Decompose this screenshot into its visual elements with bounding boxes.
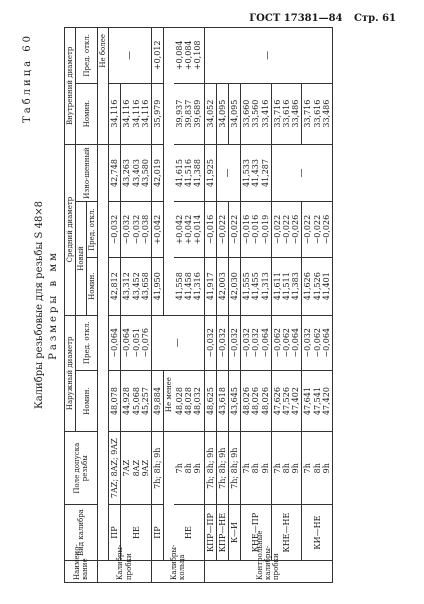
table-cell: НЕ	[174, 505, 204, 560]
table-cell: —	[151, 315, 204, 371]
table-cell: —	[109, 28, 152, 84]
page-number: Стр. 61	[353, 13, 396, 24]
col-inner-pred: Пред. откл.	[76, 28, 98, 84]
table-cell: 7AZ 8AZ 9AZ	[121, 432, 152, 505]
table-cell: 47,626 47,526 47,402	[271, 371, 302, 432]
table-cell: 42,812	[109, 257, 121, 315]
col-name: Наимено-вание	[65, 560, 98, 582]
table-number: Таблица 60	[22, 33, 33, 123]
page-header	[241, 13, 396, 24]
table-cell: 7h; 8h; 9h	[151, 432, 163, 505]
rotated-table-block	[22, 25, 402, 585]
table-cell: —	[204, 28, 332, 84]
table-cell: 41,555 41,455 41,313	[241, 257, 272, 315]
table-cell: 42,003	[216, 257, 228, 315]
table-cell: 43,645	[229, 371, 241, 432]
table-cell: −0,032	[216, 315, 228, 371]
table-cell: 42,748	[109, 144, 121, 202]
table-cell: КПР—ПР	[204, 505, 216, 560]
table-cell: 48,625	[204, 371, 216, 432]
gauge-table	[64, 27, 333, 583]
table-cell: 33,716 33,616 33,486	[271, 83, 302, 144]
table-cell: 42,019	[151, 144, 163, 202]
group-control: Контрольные калибры-пробки	[204, 560, 332, 582]
table-cell: 41,615 41,516 41,388	[174, 144, 204, 202]
table-cell: 48,026 48,026 48,026	[241, 371, 272, 432]
col-type: Вид калибра	[65, 505, 98, 560]
table-cell: 7h 8h 9h	[271, 432, 302, 505]
table-cell: 7h 8h 9h	[302, 432, 333, 505]
table-cell: 42,030	[229, 257, 241, 315]
table-cell: −0,064	[109, 315, 121, 371]
col-mid: Средний диаметр	[65, 144, 76, 315]
table-row	[216, 28, 228, 583]
table-cell: ПР	[151, 505, 163, 560]
table-cell: 34,095	[229, 83, 241, 144]
table-cell: 34,095	[216, 83, 228, 144]
table-cell: 41,626 41,526 41,401	[302, 257, 333, 315]
table-cell: −0,016 −0,016 −0,019	[241, 202, 272, 257]
table-cell: 7h 8h 9h	[241, 432, 272, 505]
col-inner-nom: Номин.	[76, 83, 98, 144]
table-cell: −0,032	[229, 315, 241, 371]
table-cell: —	[216, 144, 240, 202]
table-cell: 41,917	[204, 257, 216, 315]
table-title: Калибры резьбовые для резьбы S 48×8	[34, 200, 45, 410]
table-row	[271, 28, 302, 583]
table-cell: 41,925	[204, 144, 216, 202]
table-cell: 47,641 47,541 47,420	[302, 371, 333, 432]
table-cell: −0,032 −0,032 −0,038	[121, 202, 152, 257]
table-row	[302, 28, 333, 583]
table-cell: 34,052	[204, 83, 216, 144]
table-cell: 33,716 33,616 33,486	[302, 83, 333, 144]
table-cell: −0,032	[204, 315, 216, 371]
table-cell: КПР—НЕ	[216, 505, 228, 560]
table-cell: −0,064 −0,051 −0,076	[121, 315, 152, 371]
table-subtitle: Размеры в мм	[48, 250, 59, 360]
table-cell: 43,312 43,452 43,658	[121, 257, 152, 315]
table-cell: 49,884	[151, 371, 163, 432]
table-cell-empty	[98, 144, 109, 560]
table-cell: 39,937 39,837 39,689	[174, 83, 204, 144]
table-cell: 43,263 43,403 43,580	[121, 144, 152, 202]
table-cell: 41,950	[151, 257, 163, 315]
table-cell: −0,016	[204, 202, 216, 257]
table-cell: 35,979	[151, 83, 163, 144]
header-row-1	[65, 28, 76, 583]
col-mid-pred: Пред. откл.	[87, 202, 98, 257]
table-row	[174, 28, 204, 583]
table-cell: −0,062 −0,062 −0,064	[271, 315, 302, 371]
table-cell: 7h; 8h; 9h	[216, 432, 228, 505]
table-cell: 7h; 8h; 9h	[229, 432, 241, 505]
table-cell: +0,084 +0,084 +0,108	[174, 28, 204, 84]
table-cell: −0,032 −0,032 −0,064	[241, 315, 272, 371]
table-cell: 34,116 34,116 34,116	[121, 83, 152, 144]
table-cell: —	[271, 144, 332, 202]
table-row	[109, 28, 121, 583]
col-mid-worn: Изно-шенный	[76, 144, 98, 202]
table-cell: −0,032 −0,062 −0,064	[302, 315, 333, 371]
table-row	[121, 28, 152, 583]
table-cell: КНЕ—НЕ	[271, 505, 302, 560]
table-cell: 41,558 41,458 41,316	[174, 257, 204, 315]
table-cell: −0,032	[109, 202, 121, 257]
table-cell: 34,116	[109, 83, 121, 144]
col-mid-nom: Номин.	[87, 257, 98, 315]
table-cell: ПР	[109, 505, 121, 560]
not-less-note: Не менее	[164, 371, 175, 432]
table-cell: +0,042	[151, 202, 163, 257]
table-row	[164, 28, 175, 583]
table-cell: 48,078	[109, 371, 121, 432]
table-cell: +0,042 +0,042 +0,014	[174, 202, 204, 257]
group-rings: Калибры-кольца	[151, 560, 204, 582]
table-row	[229, 28, 241, 583]
table-row	[241, 28, 272, 583]
gost-number: ГОСТ 17381—84	[249, 13, 343, 24]
table-cell: К—И	[229, 505, 241, 560]
table-cell: +0,012	[151, 28, 163, 84]
table-cell: 33,660 33,560 33,416	[241, 83, 272, 144]
table-cell: КИ—НЕ	[302, 505, 333, 560]
table-row	[98, 28, 109, 583]
table-cell: 41,611 41,511 41,383	[271, 257, 302, 315]
table-cell: 41,533 41,433 41,287	[241, 144, 272, 202]
group-plugs: Калибры-пробки	[98, 560, 152, 582]
table-cell: 44,928 45,068 45,257	[121, 371, 152, 432]
table-cell-empty	[164, 28, 175, 316]
table-cell: 7AZ; 8AZ; 9AZ	[109, 432, 121, 505]
table-cell: КНЕ—ПР	[241, 505, 272, 560]
table-row	[204, 28, 216, 583]
table-cell-empty	[164, 432, 175, 561]
table-row	[151, 28, 163, 583]
col-field: Поле допуска резьбы	[65, 432, 98, 505]
table-cell: −0,022	[216, 202, 228, 257]
col-outer-nom: Номин.	[76, 371, 98, 432]
table-cell: −0,022	[229, 202, 241, 257]
not-more-note: Не более	[98, 28, 109, 145]
table-cell: −0,022 −0,022 −0,026	[271, 202, 302, 257]
table-cell: 7h 8h 9h	[174, 432, 204, 505]
table-cell: НЕ	[121, 505, 152, 560]
col-mid-new: Новый	[76, 202, 87, 315]
table-cell: 43,618	[216, 371, 228, 432]
col-outer: Наружный диаметр	[65, 315, 76, 432]
table-cell: −0,022 −0,022 −0,026	[302, 202, 333, 257]
col-outer-pred: Пред. откл.	[76, 315, 98, 371]
table-cell: 48,028 48,028 48,032	[174, 371, 204, 432]
col-inner: Внутренний диаметр	[65, 28, 76, 145]
table-cell: 7h; 8h; 9h	[204, 432, 216, 505]
